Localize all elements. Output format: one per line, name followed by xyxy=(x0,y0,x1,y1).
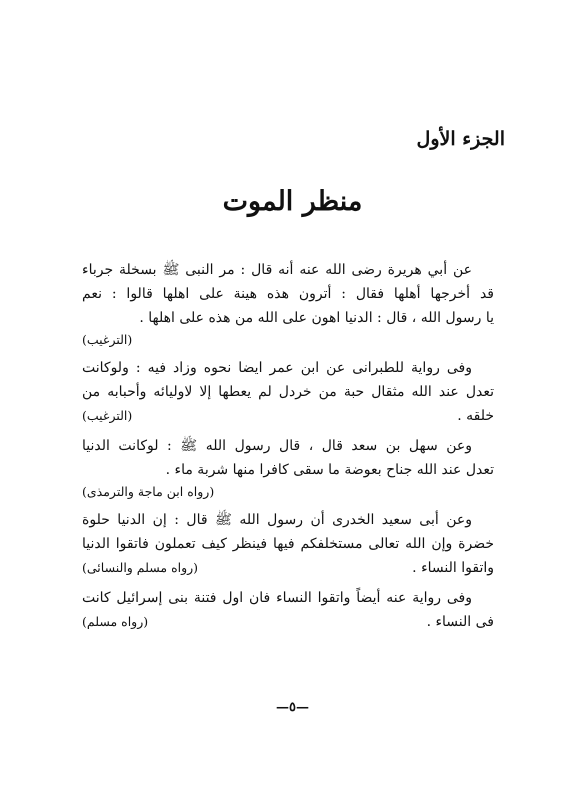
text-line: وعن أبى سعيد الخدرى أن رسول الله ﷺ قال : إن الدنيا حلوة xyxy=(82,512,472,528)
page-number: —٥— xyxy=(276,700,309,715)
text-line: وفى رواية للطبرانى عن ابن عمر ايضا نحوه وزاد فيه : ولوكانت xyxy=(82,360,472,376)
text-line: قد أخرجها أهلها فقال : أترون هذه هينة على اهلها قالوا : نعم xyxy=(82,286,494,302)
hadith-paragraph xyxy=(82,258,494,350)
body-text xyxy=(82,258,494,634)
hadith-paragraph xyxy=(82,434,494,502)
text-line: تعدل عند الله مثقال حبة من خردل لم يعطها إلا لاوليائه وأحبابه من xyxy=(82,384,494,400)
text-line-content: خلقه . xyxy=(457,408,494,424)
hadith-paragraph xyxy=(82,356,494,428)
hadith-paragraph xyxy=(82,508,494,580)
text-line: يا رسول الله ، قال : الدنيا اهون على الله من هذه على اهلها . xyxy=(139,310,494,326)
source-citation: (رواه مسلم والنسائى) xyxy=(82,560,199,575)
text-line: وفى رواية عنه أيضاً واتقوا النساء فان اول فتنة بنى إسرائيل كانت xyxy=(82,590,472,606)
text-line xyxy=(82,556,494,580)
hadith-paragraph xyxy=(82,586,494,634)
text-line-content: فى النساء . xyxy=(426,614,494,630)
text-line-content: واتقوا النساء . xyxy=(412,560,494,576)
text-line xyxy=(82,610,494,634)
source-citation: (الترغيب) xyxy=(82,408,133,423)
text-line: وعن سهل بن سعد قال ، قال رسول الله ﷺ : لوكانت الدنيا xyxy=(82,438,472,454)
text-line xyxy=(82,404,494,428)
part-heading: الجزء الأول xyxy=(416,128,505,150)
text-line: خضرة وإن الله تعالى مستخلفكم فيها فينظر كيف تعملون فاتقوا الدنيا xyxy=(82,536,494,552)
text-line: عن أبي هريرة رضى الله عنه أنه قال : مر النبى ﷺ بسخلة جرباء xyxy=(82,262,472,278)
text-line: تعدل عند الله جناح بعوضة ما سقى كافرا منها شربة ماء . xyxy=(165,462,494,478)
chapter-title: منظر الموت xyxy=(222,186,363,217)
source-citation: (رواه مسلم) xyxy=(82,614,149,629)
source-citation: (رواه ابن ماجة والترمذى) xyxy=(82,484,215,499)
source-citation: (الترغيب) xyxy=(82,332,133,347)
